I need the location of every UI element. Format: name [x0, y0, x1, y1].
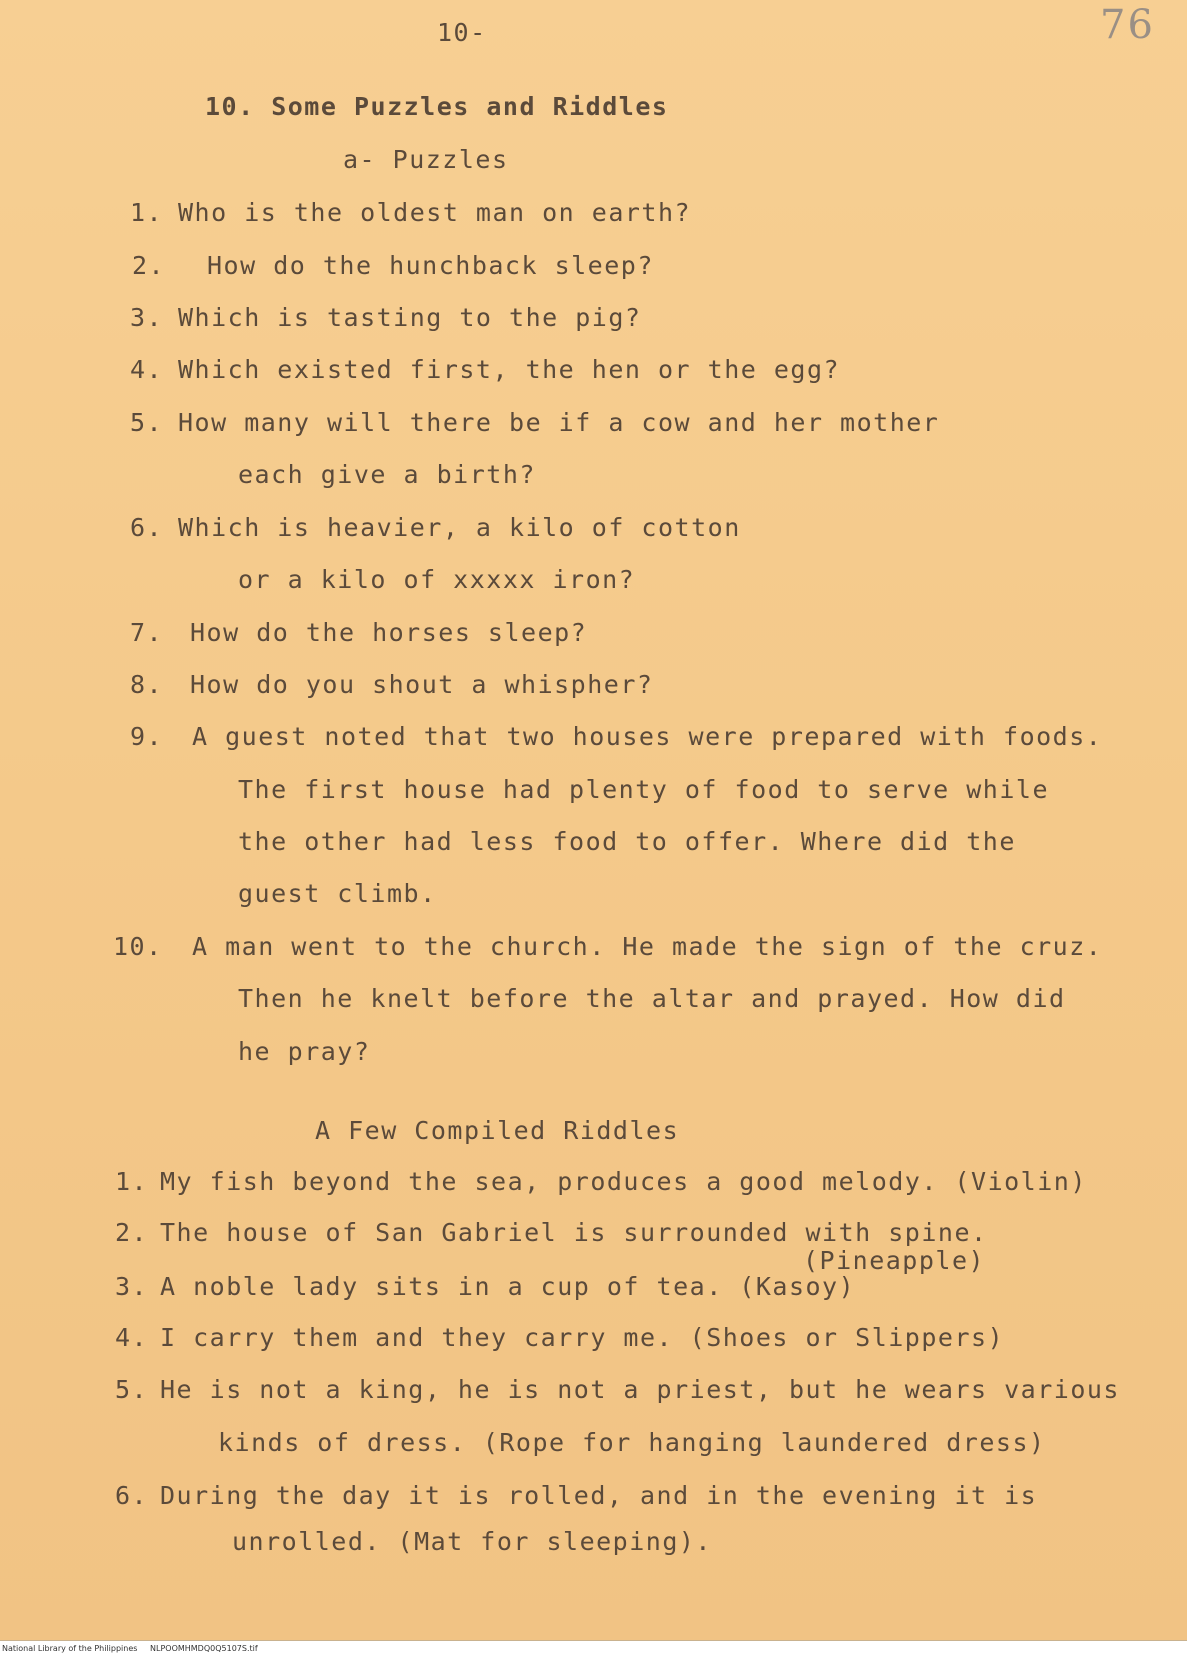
riddle-text-continued: kinds of dress. (Rope for hanging laundered dress): [218, 1428, 1046, 1457]
puzzle-text-continued: the other had less food to offer. Where did the: [238, 827, 1016, 856]
subsection-title: a- Puzzles: [343, 145, 509, 174]
puzzle-text-continued: each give a birth?: [238, 460, 536, 489]
scan-footer: [0, 1640, 1187, 1659]
riddle-text: The house of San Gabriel is surrounded with spine.: [160, 1218, 988, 1247]
riddle-text: A noble lady sits in a cup of tea. (Kasoy): [160, 1272, 856, 1301]
footer-file: NLPOOMHMDQ0Q5107S.tif: [150, 1644, 258, 1653]
puzzle-text: How do the horses sleep?: [190, 618, 588, 647]
puzzle-number: 4.: [130, 355, 164, 384]
puzzle-number: 3.: [130, 303, 164, 332]
puzzle-number: 10.: [113, 932, 163, 961]
riddle-number: 6.: [115, 1481, 149, 1510]
puzzle-text-continued: he pray?: [238, 1037, 371, 1066]
puzzle-text: Which is tasting to the pig?: [178, 303, 642, 332]
page-number-stamp: 76: [1100, 2, 1155, 48]
section-title: 10. Some Puzzles and Riddles: [205, 92, 669, 121]
puzzle-text: Who is the oldest man on earth?: [178, 198, 692, 227]
puzzle-number: 2.: [132, 251, 166, 280]
puzzle-number: 6.: [130, 513, 164, 542]
riddle-number: 1.: [115, 1167, 149, 1196]
puzzle-text: Which existed first, the hen or the egg?: [178, 355, 841, 384]
puzzle-text-continued: or a kilo of xxxxx iron?: [238, 565, 636, 594]
puzzle-text: Which is heavier, a kilo of cotton: [178, 513, 741, 542]
footer-library: National Library of the Philippines: [2, 1644, 138, 1653]
riddles-heading: A Few Compiled Riddles: [315, 1116, 680, 1145]
puzzle-text: How do the hunchback sleep?: [207, 251, 654, 280]
puzzle-text-continued: guest climb.: [238, 879, 437, 908]
puzzle-text: A man went to the church. He made the sign of the cruz.: [192, 932, 1103, 961]
riddle-text: I carry them and they carry me. (Shoes or Slippers): [160, 1323, 1005, 1352]
riddle-text-continued: unrolled. (Mat for sleeping).: [232, 1527, 712, 1556]
riddle-number: 3.: [115, 1272, 149, 1301]
riddle-text: My fish beyond the sea, produces a good melody. (Violin): [160, 1167, 1087, 1196]
riddle-text: During the day it is rolled, and in the evening it is: [160, 1481, 1038, 1510]
puzzle-text: How many will there be if a cow and her mother: [178, 408, 940, 437]
riddle-number: 5.: [115, 1375, 149, 1404]
puzzle-number: 5.: [130, 408, 164, 437]
riddle-number: 4.: [115, 1323, 149, 1352]
puzzle-text-continued: Then he knelt before the altar and prayed. How did: [238, 984, 1066, 1013]
puzzle-number: 1.: [130, 198, 164, 227]
riddle-answer: (Pineapple): [803, 1246, 986, 1275]
puzzle-number: 7.: [130, 618, 164, 647]
riddle-number: 2.: [115, 1218, 149, 1247]
page-label: 10-: [437, 18, 487, 47]
riddle-text: He is not a king, he is not a priest, but he wears various: [160, 1375, 1120, 1404]
puzzle-text: How do you shout a whispher?: [190, 670, 654, 699]
puzzle-text-continued: The first house had plenty of food to serve while: [238, 775, 1050, 804]
puzzle-number: 8.: [130, 670, 164, 699]
puzzle-number: 9.: [130, 722, 164, 751]
puzzle-text: A guest noted that two houses were prepared with foods.: [192, 722, 1103, 751]
